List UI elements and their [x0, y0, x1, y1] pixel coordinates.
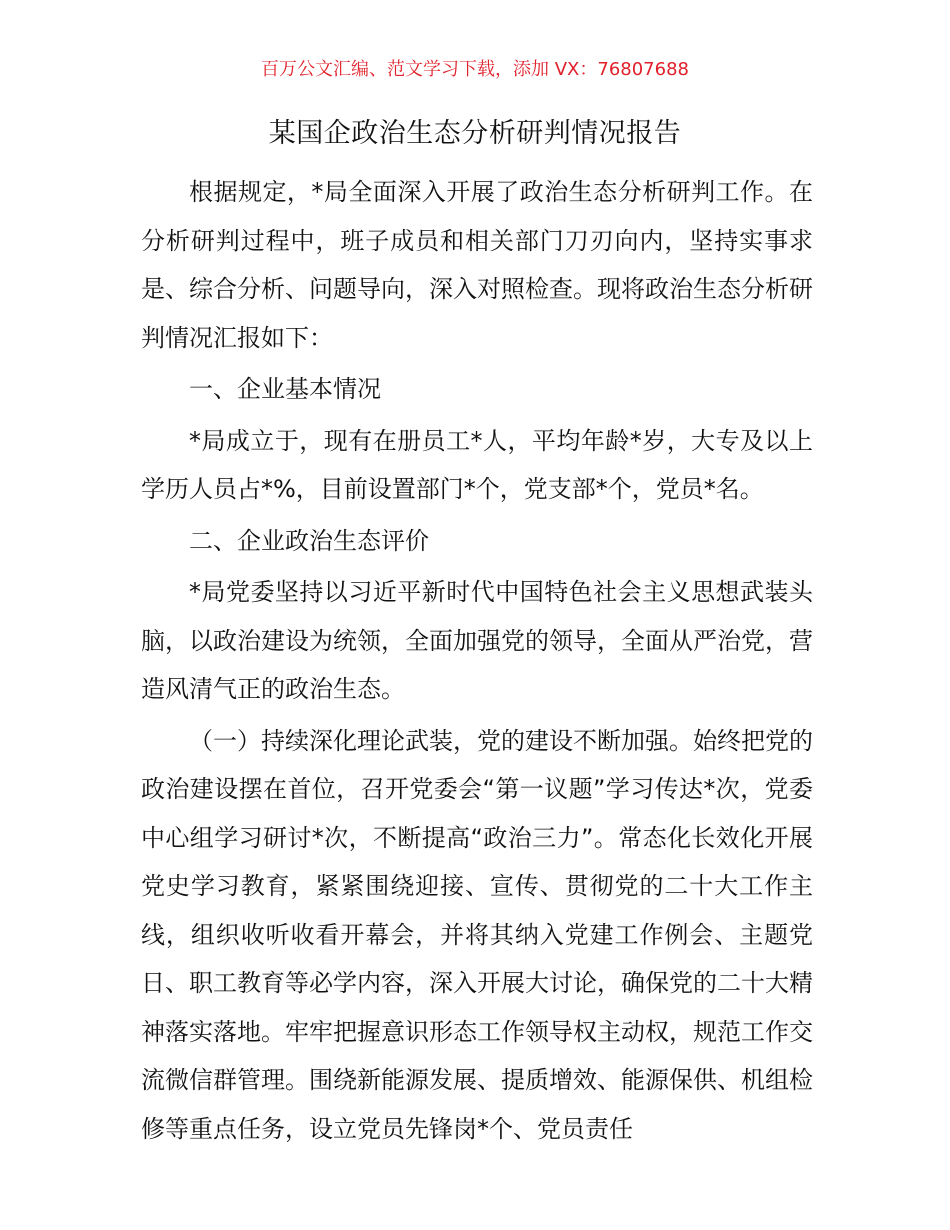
document-body — [141, 168, 813, 1153]
section-heading-evaluation: 二、企业政治生态评价 — [189, 526, 429, 555]
paragraph-evaluation: *局党委坚持以习近平新时代中国特色社会主义思想武装头脑，以政治建设为统领，全面加强党的领导，全面从严治党，营造风清气正的政治生态。 — [141, 578, 813, 703]
section-heading-basic-info: 一、企业基本情况 — [189, 375, 381, 403]
paragraph-intro: 根据规定，*局全面深入开展了政治生态分析研判工作。在分析研判过程中，班子成员和相关部门刀刃向内，坚持实事求是、综合分析、问题导向，深入对照检查。现将政治生态分析研判情况汇报如下： — [141, 178, 813, 352]
paragraph-basic-info: *局成立于，现有在册员工*人，平均年龄*岁，大专及以上学历人员占*%，目前设置部门*个，党支部*个，党员*名。 — [141, 426, 813, 503]
document-title: 某国企政治生态分析研判情况报告 — [268, 118, 682, 149]
header-banner: 百万公文汇编、范文学习下载，添加 VX：76807688 — [261, 59, 689, 80]
paragraph-theory-armament: （一）持续深化理论武装，党的建设不断加强。始终把党的政治建设摆在首位，召开党委会“第一议题”学习传达*次，党委中心组学习研讨*次，不断提高“政治三力”。常态化长效化开展党史学习教育，紧紧围绕迎接、宣传、贯彻党的二十大工作主线，组织收听收看开幕会，并将其纳入党建工作例会、主题党日、职工教育等必学内容，深入开展大讨论，确保党的二十大精神落实落地。牢牢把握意识形态工作领导权主动权，规范工作交流微信群管理。围绕新能源发展、提质增效、能源保供、机组检修等重点任务，设立党员先锋岗*个、党员责任 — [141, 726, 813, 1143]
